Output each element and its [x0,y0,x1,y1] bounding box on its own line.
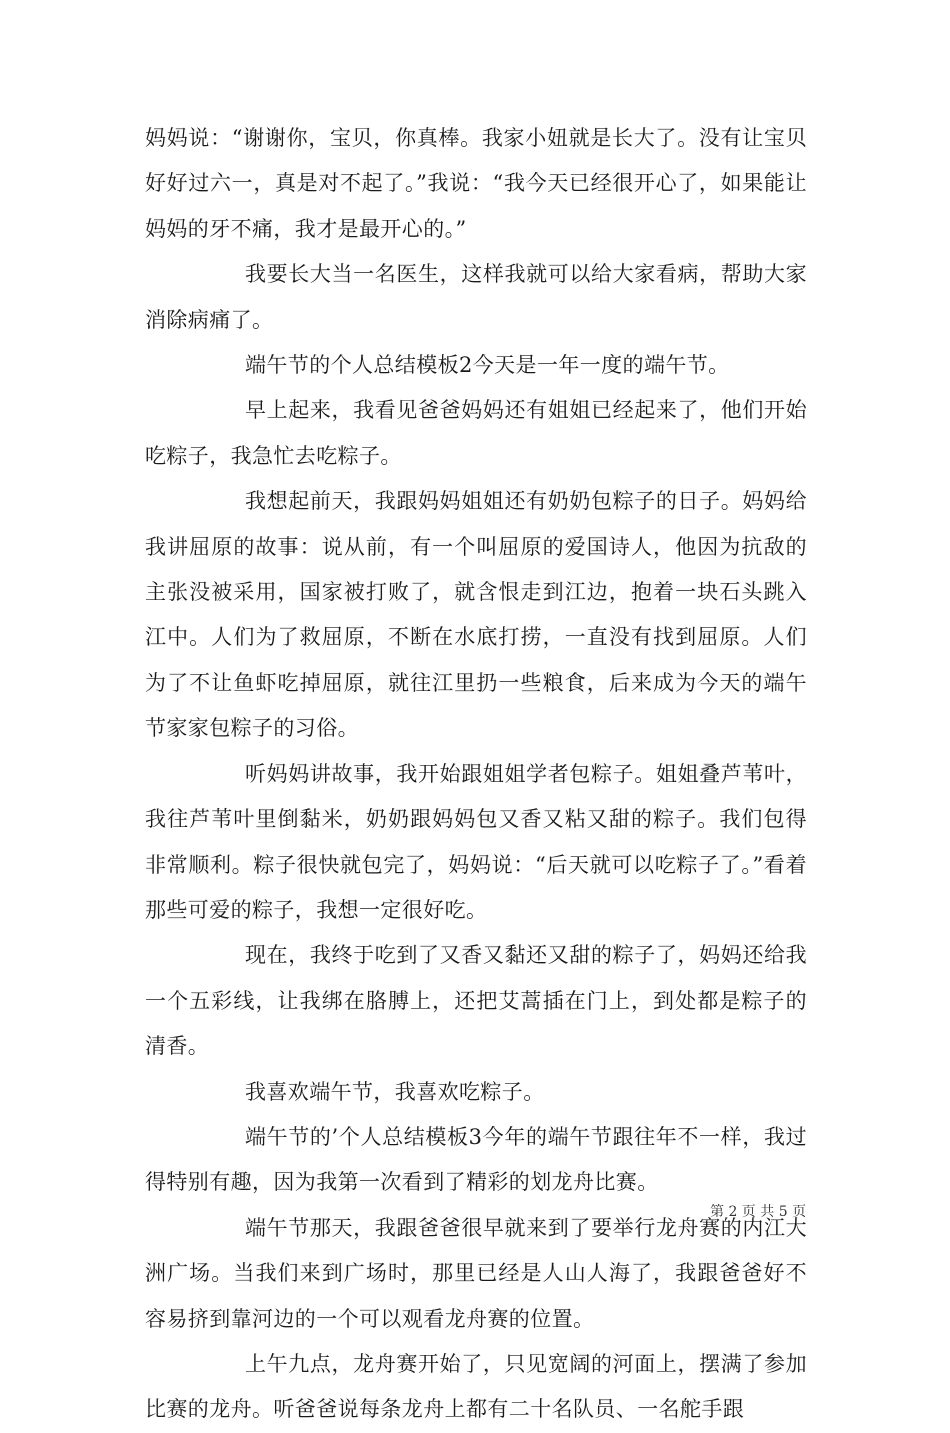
page-number: 第 2 页 共 5 页 [710,1204,807,1220]
paragraph: 上午九点，龙舟赛开始了，只见宽阔的河面上，摆满了参加比赛的龙舟。听爸爸说每条龙舟上都有二十名队员、一名舵手跟 [145,1351,807,1422]
paragraph: 端午节那天，我跟爸爸很早就来到了要举行龙舟赛的内江大洲广场。当我们来到广场时，那里已经是人山人海了，我跟爸爸好不容易挤到靠河边的一个可以观看龙舟赛的位置。 [145,1215,807,1331]
body-text [145,116,807,1433]
paragraph: 早上起来，我看见爸爸妈妈还有姐姐已经起来了，他们开始吃粽子，我急忙去吃粽子。 [145,398,807,468]
paragraph: 我想起前天，我跟妈妈姐姐还有奶奶包粽子的日子。妈妈给我讲屈原的故事：说从前，有一个叫屈原的爱国诗人，他因为抗敌的主张没被采用，国家被打败了，就含恨走到江边，抱着一块石头跳入江中。人们为了救屈原，不断在水底打捞，一直没有找到屈原。人们为了不让鱼虾吃掉屈原，就往江里扔一些粮食，后来成为今天的端午节家家包粽子的习俗。 [145,489,807,741]
paragraph: 端午节的’个人总结模板3今年的端午节跟往年不一样，我过得特别有趣，因为我第一次看到了精彩的划龙舟比赛。 [145,1124,807,1195]
paragraph: 现在，我终于吃到了又香又黏还又甜的粽子了，妈妈还给我一个五彩线，让我绑在胳膊上，还把艾蒿插在门上，到处都是粽子的清香。 [145,943,807,1059]
paragraph: 听妈妈讲故事，我开始跟姐姐学者包粽子。姐姐叠芦苇叶，我往芦苇叶里倒黏米，奶奶跟妈妈包又香又粘又甜的粽子。我们包得非常顺利。粽子很快就包完了，妈妈说：“后天就可以吃粽子了。”看着那些可爱的粽子，我想一定很好吃。 [145,761,807,922]
paragraph: 我要长大当一名医生，这样我就可以给大家看病，帮助大家消除病痛了。 [145,262,807,332]
paragraph: 端午节的个人总结模板2今天是一年一度的端午节。 [245,353,730,378]
paragraph: 我喜欢端午节，我喜欢吃粽子。 [245,1079,545,1104]
paragraph: 妈妈说：“谢谢你，宝贝，你真棒。我家小妞就是长大了。没有让宝贝好好过六一，真是对不起了。”我说：“我今天已经很开心了，如果能让妈妈的牙不痛，我才是最开心的。” [145,126,807,241]
